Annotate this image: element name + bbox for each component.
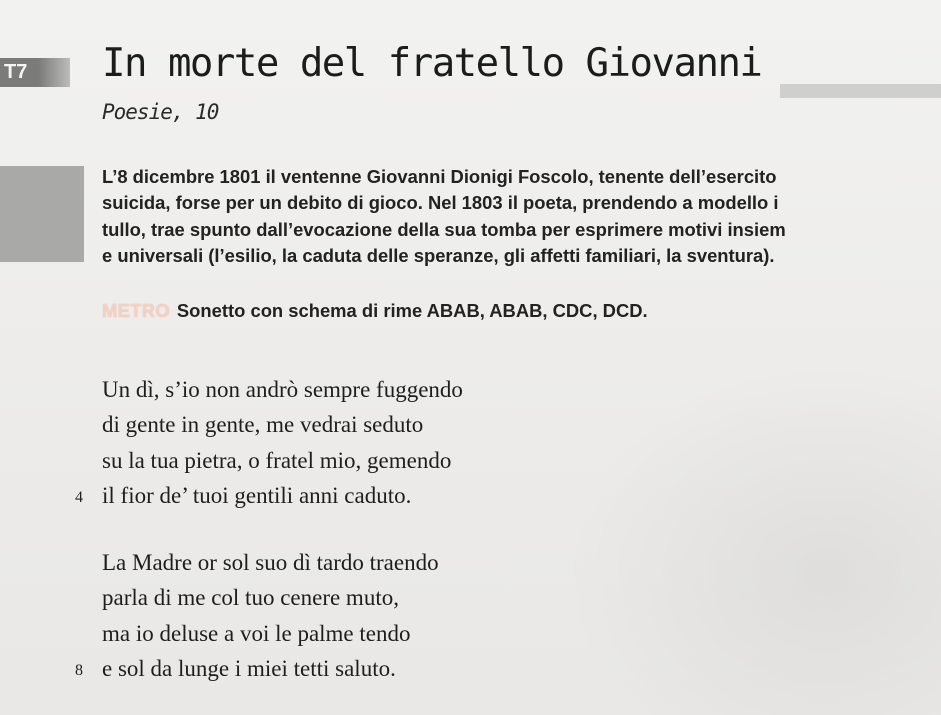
verse-line: di gente in gente, me vedrai seduto <box>102 412 424 438</box>
show-through-shadow <box>560 360 941 715</box>
badge-label: T7 <box>4 61 28 83</box>
metro-note <box>102 300 648 322</box>
intro-line: tullo, trae spunto dall’evocazione della sua tomba per esprimere motivi insiem <box>102 218 786 240</box>
poem-stanza-1 <box>75 372 463 513</box>
text-number-badge <box>0 58 70 87</box>
verse-line-numbered <box>75 651 439 686</box>
margin-gray-block <box>0 166 84 262</box>
verse-line: parla di me col tuo cenere muto, <box>102 585 399 611</box>
verse-line: su la tua pietra, o fratel mio, gemendo <box>102 447 452 473</box>
intro-line: suicida, forse per un debito di gioco. Nel 1803 il poeta, prendendo a modello i <box>102 192 779 214</box>
header-gray-band <box>780 84 941 98</box>
verse-text: e sol da lunge i miei tetti saluto. <box>102 655 396 681</box>
intro-paragraph <box>102 164 941 269</box>
verse-line-numbered <box>75 478 463 513</box>
source-subtitle: Poesie, 10 <box>102 100 219 124</box>
poem-stanza-2 <box>75 545 439 686</box>
line-number: 8 <box>75 661 83 679</box>
metro-text: Sonetto con schema di rime ABAB, ABAB, CDC, DCD. <box>176 300 648 321</box>
verse-line: ma io deluse a voi le palme tendo <box>102 620 411 646</box>
metro-label: METRO <box>102 300 170 321</box>
line-number: 4 <box>75 488 83 506</box>
verse-line: La Madre or sol suo dì tardo traendo <box>102 550 439 575</box>
verse-line: Un dì, s’io non andrò sempre fuggendo <box>102 377 463 402</box>
page-title: In morte del fratello Giovanni <box>102 41 762 86</box>
intro-line: e universali (l’esilio, la caduta delle speranze, gli affetti familiari, la sventura). <box>102 244 775 266</box>
verse-text: il fior de’ tuoi gentili anni caduto. <box>102 482 412 508</box>
intro-line: L’8 dicembre 1801 il ventenne Giovanni Dionigi Foscolo, tenente dell’esercito <box>102 166 777 187</box>
